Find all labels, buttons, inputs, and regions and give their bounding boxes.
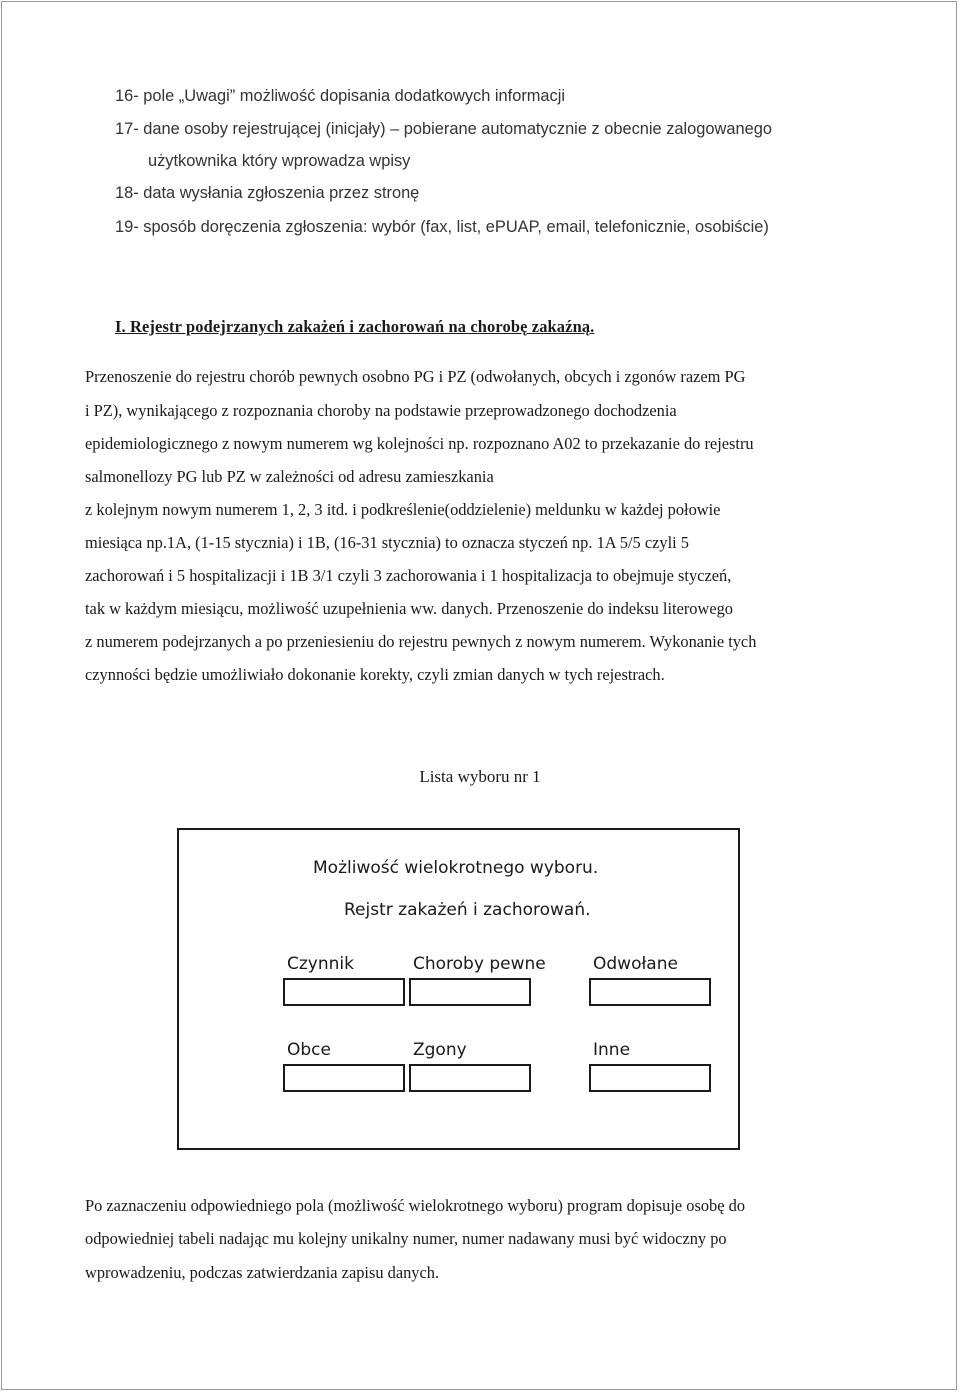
option-label: Obce	[287, 1040, 331, 1060]
selection-list-widget	[177, 828, 740, 1150]
paragraph-line: i PZ), wynikającego z rozpoznania choroby na podstawie przeprowadzonego dochodzenia	[85, 401, 677, 420]
paragraph-line: z kolejnym nowym numerem 1, 2, 3 itd. i podkreślenie(oddzielenie) meldunku w każdej połowie	[85, 500, 721, 519]
option-label: Choroby pewne	[413, 954, 546, 974]
option-odwolane[interactable]	[589, 954, 711, 1006]
closing-line: Po zaznaczeniu odpowiedniego pola (możliwość wielokrotnego wyboru) program dopisuje osobę do	[85, 1196, 746, 1215]
list-item-17: 17- dane osoby rejestrującej (inicjały) – pobierane automatycznie z obecnie zalogowanego	[115, 120, 772, 138]
option-checkbox[interactable]	[409, 978, 531, 1006]
option-checkbox[interactable]	[589, 978, 711, 1006]
option-checkbox[interactable]	[283, 978, 405, 1006]
option-choroby-pewne[interactable]	[409, 954, 546, 1006]
paragraph-line: z numerem podejrzanych a po przeniesieniu do rejestru pewnych z nowym numerem. Wykonanie tych	[85, 632, 757, 651]
paragraph-line: zachorowań i 5 hospitalizacji i 1B 3/1 czyli 3 zachorowania i 1 hospitalizacja to obejmuje styczeń,	[85, 566, 732, 585]
widget-title: Możliwość wielokrotnego wyboru.	[313, 858, 599, 878]
option-label: Zgony	[413, 1040, 467, 1060]
list-item-16: 16- pole „Uwagi” możliwość dopisania dodatkowych informacji	[115, 87, 566, 105]
option-obce[interactable]	[283, 1040, 405, 1092]
option-label: Odwołane	[593, 954, 678, 974]
paragraph-line: tak w każdym miesiącu, możliwość uzupełnienia ww. danych. Przenoszenie do indeksu literowego	[85, 599, 733, 618]
option-checkbox[interactable]	[283, 1064, 405, 1092]
option-label: Czynnik	[287, 954, 354, 974]
list-item-19: 19- sposób doręczenia zgłoszenia: wybór (fax, list, ePUAP, email, telefonicznie, osobiście)	[115, 218, 769, 236]
option-label: Inne	[593, 1040, 631, 1060]
widget-subtitle: Rejstr zakażeń i zachorowań.	[344, 900, 591, 920]
paragraph-line: czynności będzie umożliwiało dokonanie korekty, czyli zmian danych w tych rejestrach.	[85, 665, 665, 684]
option-checkbox[interactable]	[589, 1064, 711, 1092]
figure-caption: Lista wyboru nr 1	[419, 767, 541, 786]
paragraph-line: salmonellozy PG lub PZ w zależności od adresu zamieszkania	[85, 467, 494, 486]
paragraph-line: miesiąca np.1A, (1-15 stycznia) i 1B, (16-31 stycznia) to oznacza styczeń np. 1A 5/5 czyli 5	[85, 533, 689, 552]
option-zgony[interactable]	[409, 1040, 531, 1092]
paragraph-line: Przenoszenie do rejestru chorób pewnych osobno PG i PZ (odwołanych, obcych i zgonów razem PG	[85, 367, 746, 386]
section-heading: I. Rejestr podejrzanych zakażeń i zachorowań na chorobę zakaźną.	[115, 317, 595, 336]
closing-line: wprowadzeniu, podczas zatwierdzania zapisu danych.	[85, 1263, 440, 1282]
closing-line: odpowiedniej tabeli nadając mu kolejny unikalny numer, numer nadawany musi być widoczny po	[85, 1229, 727, 1248]
paragraph-line: epidemiologicznego z nowym numerem wg kolejności np. rozpoznano A02 to przekazanie do rejestru	[85, 434, 754, 453]
list-item-17-continuation: użytkownika który wprowadza wpisy	[148, 152, 411, 170]
list-item-18: 18- data wysłania zgłoszenia przez stronę	[115, 184, 420, 202]
option-czynnik[interactable]	[283, 954, 405, 1006]
option-inne[interactable]	[589, 1040, 711, 1092]
page-border	[1, 1, 957, 1390]
option-checkbox[interactable]	[409, 1064, 531, 1092]
